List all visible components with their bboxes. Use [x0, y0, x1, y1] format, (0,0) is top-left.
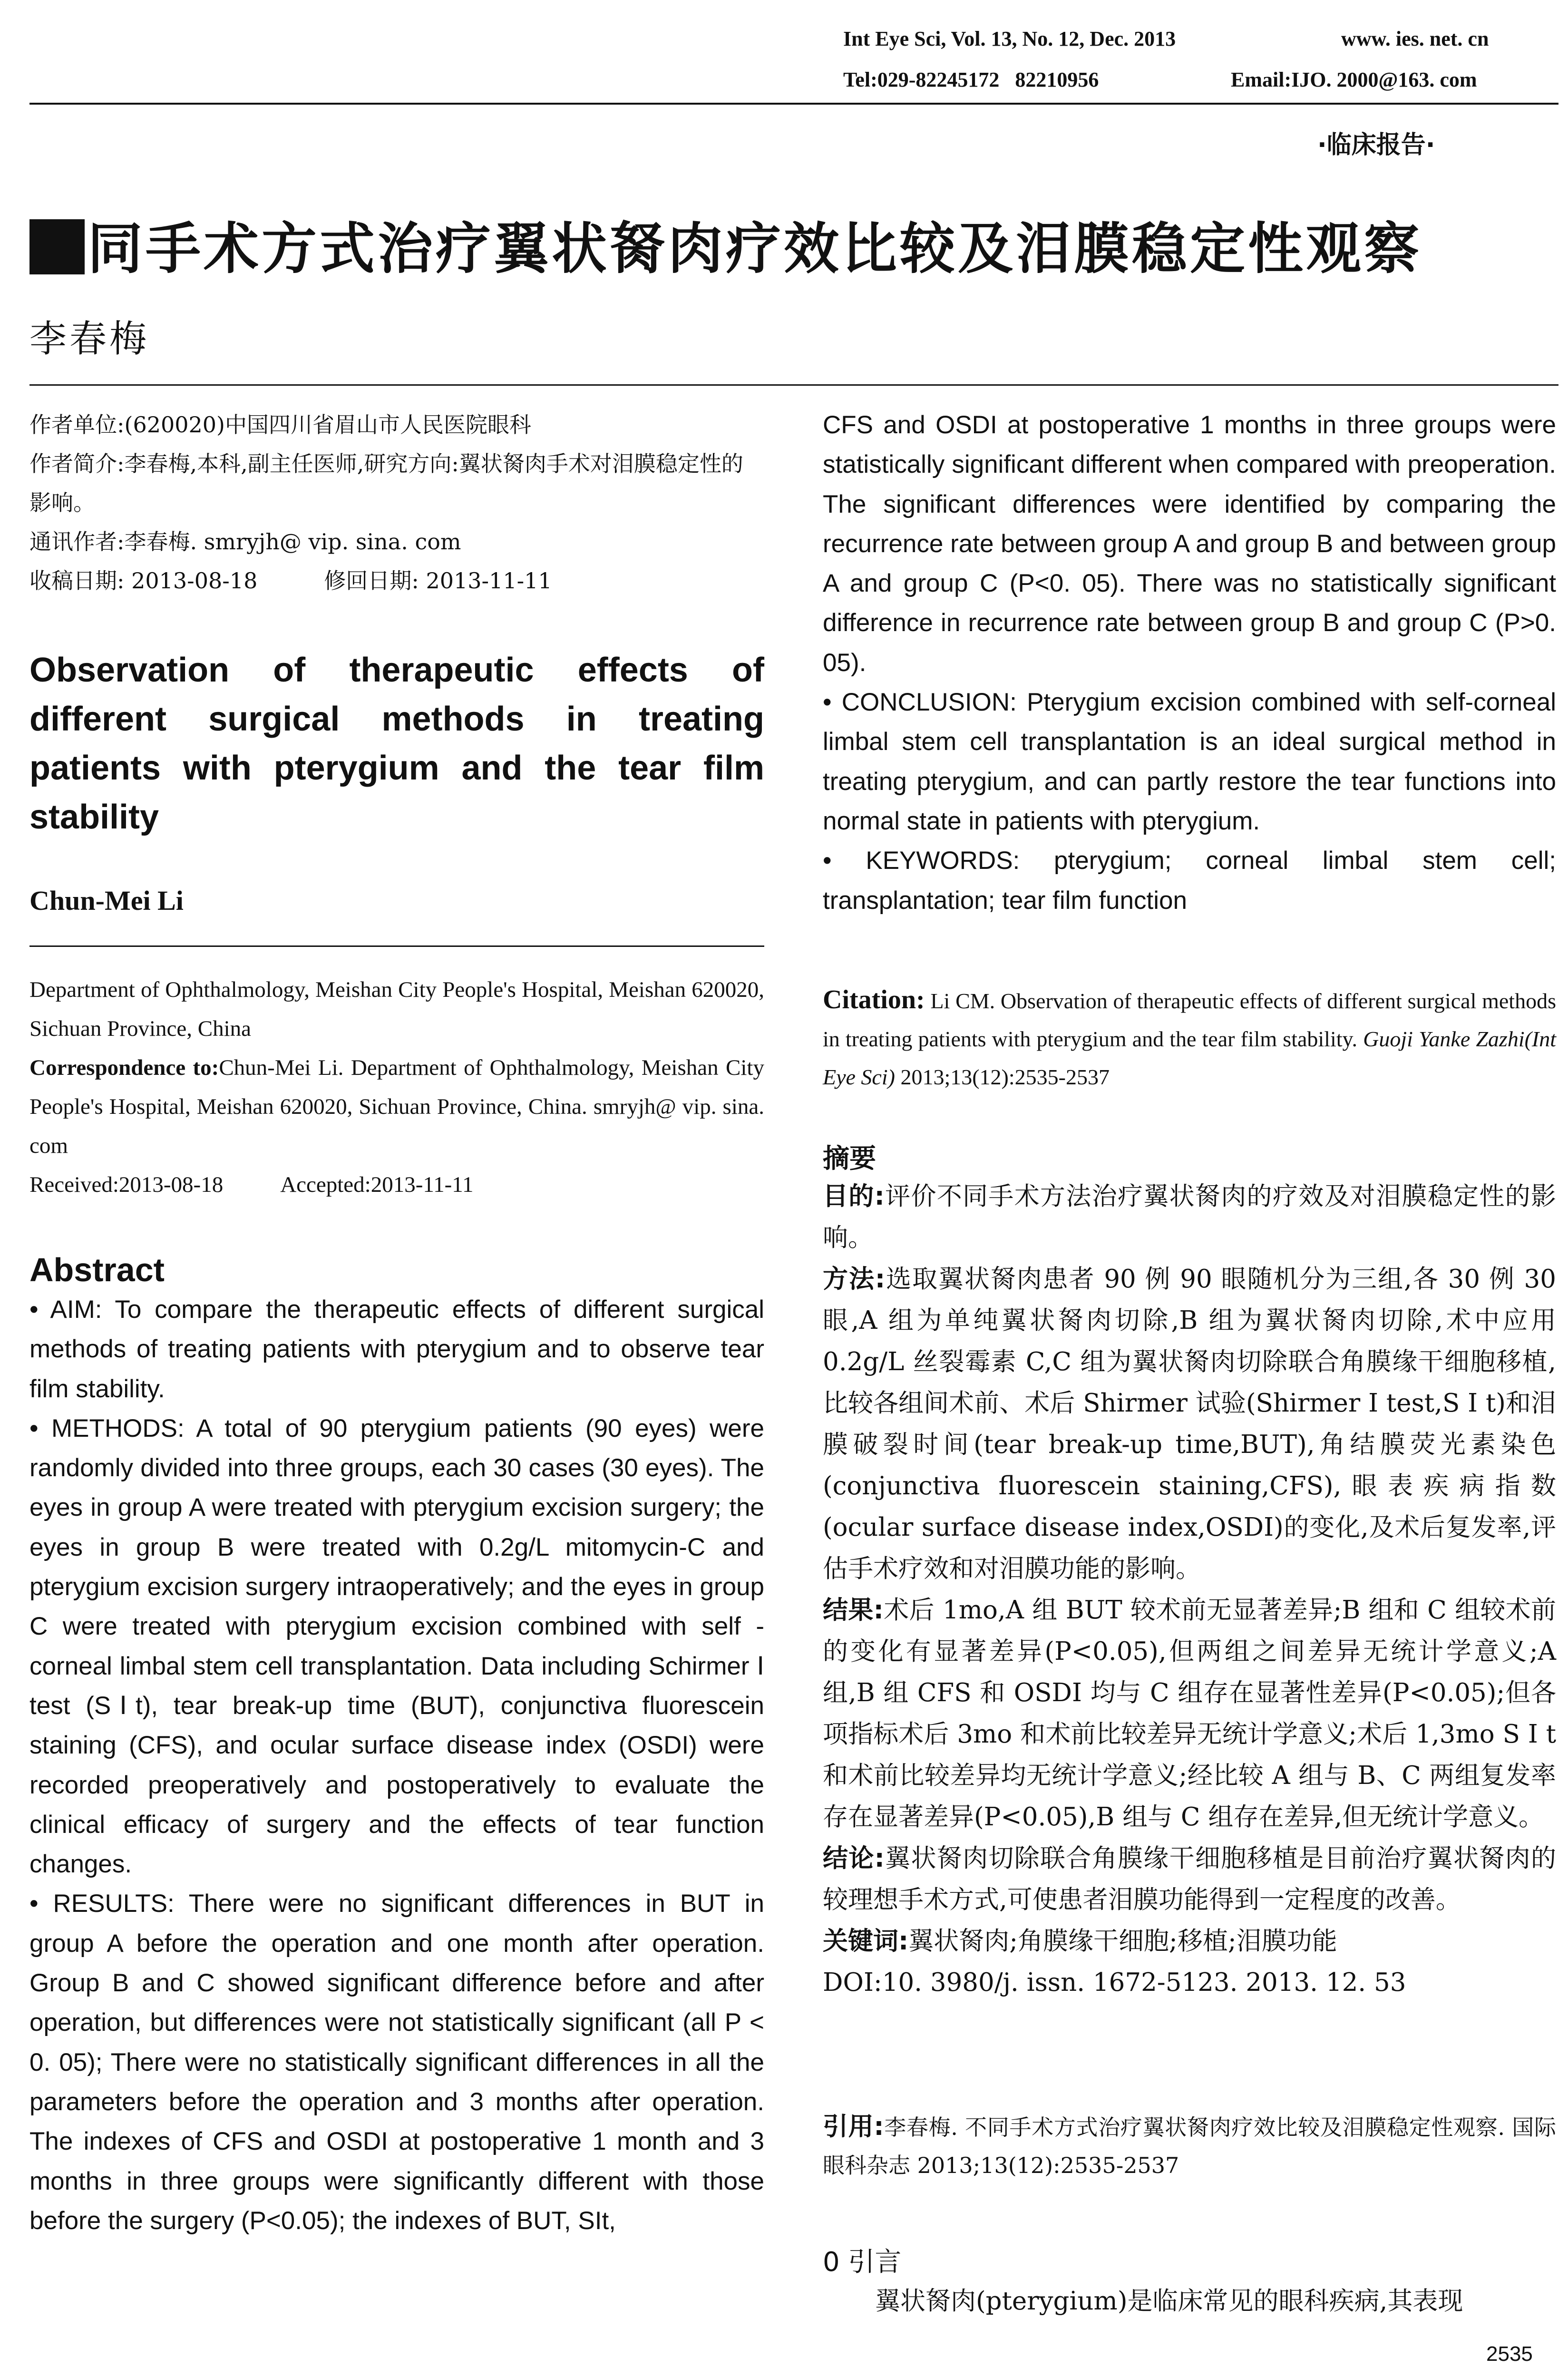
title-zh-wrap [29, 205, 1422, 284]
author-en-rule [29, 945, 764, 947]
revised-date-zh: 修回日期: 2013-11-11 [324, 568, 552, 594]
author-en: Chun-Mei Li [29, 885, 184, 916]
abstract-heading: Abstract [29, 1251, 165, 1288]
received-date-zh: 收稿日期: 2013-08-18 [29, 568, 258, 594]
header-rule [29, 103, 1558, 105]
conclusion-label-zh: 结论: [823, 1844, 885, 1873]
correspondence-text: Chun-Mei Li. Department of Ophthalmology, Meishan City People's Hospital, Meishan 620020, Sichuan Province, China. smryjh@ vip. sina. com [29, 1055, 764, 1158]
abstract-en-left [29, 1290, 764, 2241]
abstract-keywords: • KEYWORDS: pterygium; corneal limbal stem cell; transplantation; tear film function [823, 847, 1556, 915]
citation-text: Li CM. Observation of therapeutic effects of different surgical methods in treating patients with pterygium and the tear film stability. [823, 989, 1556, 1051]
abstract-zh-keywords: 关键词:翼状胬肉;角膜缘干细胞;移植;泪膜功能 [823, 1927, 1337, 1956]
citation-en [823, 981, 1556, 1096]
abstract-methods: • METHODS: A total of 90 pterygium patients (90 eyes) were randomly divided into three groups, each 30 cases (30 eyes). The eyes in group A were treated with pterygium excision surgery; the eyes in group B were treated with 0.2g/L mitomycin-C and pterygium excision surgery intraoperatively; and the eyes in group C were treated with pterygium excision combined with self - corneal limbal stem cell transplantation. Data including Schirmer Ⅰ test (SⅠt), tear break-up time (BUT), conjunctiva fluorescein staining (CFS), and ocular surface disease index (OSDI) were recorded preoperatively and postoperatively to evaluate the clinical efficacy of surgery and the effects of tear function changes. [29, 1414, 764, 1879]
dates-en [29, 1165, 764, 1204]
dates-zh [29, 561, 764, 600]
abstract-zh [823, 1176, 1556, 2003]
abstract-zh-results: 结果:术后 1mo,A 组 BUT 较术前无显著差异;B 组和 C 组较术前的变化有显著差异(P<0.05),但两组之间差异无统计学意义;A 组,B 组 CFS 和 OSDI 均与 C 组存在显著性差异(P<0.05);但各项指标术后 3mo 和术前比较差异无统计学意义;术后 1,3mo S I t 和术前比较差异均无统计学意义;经比较 A 组与 B、C 两组复发率存在显著差异(P<0.05),B 组与 C 组存在差异,但无统计学意义。 [823, 1596, 1556, 1831]
correspondence-en [29, 1048, 764, 1165]
author-rule [29, 384, 1558, 386]
journal-phone: Tel:029-82245172 82210956 [843, 68, 1099, 91]
affiliation-dept: Department of Ophthalmology, Meishan City People's Hospital, Meishan 620020, Sichuan Province, China [29, 977, 764, 1041]
methods-label-zh: 方法: [823, 1265, 886, 1294]
abstract-zh-conclusion: 结论:翼状胬肉切除联合角膜缘干细胞移植是目前治疗翼状胬肉的较理想手术方式,可使患者泪膜功能得到一定程度的改善。 [823, 1844, 1556, 1914]
results-label-zh: 结果: [823, 1596, 884, 1625]
title-zh: 不同手术方式治疗翼状胬肉疗效比较及泪膜稳定性观察 [29, 217, 1422, 281]
citation-label: Citation: [823, 985, 925, 1014]
citation-zh-text: 李春梅. 不同手术方式治疗翼状胬肉疗效比较及泪膜稳定性观察. 国际眼科杂志 2013;13(12):2535-2537 [823, 2114, 1556, 2178]
author-unit: 作者单位:(620020)中国四川省眉山市人民医院眼科 [29, 412, 531, 438]
abstract-en-right [823, 405, 1556, 920]
intro-heading: 0 引言 [823, 2247, 902, 2278]
journal-citation-line: Int Eye Sci, Vol. 13, No. 12, Dec. 2013 [843, 27, 1176, 50]
keywords-label-zh: 关键词: [823, 1927, 909, 1956]
citation-journal: Guoji Yanke Zazhi(Int Eye Sci) [823, 1027, 1557, 1089]
abstract-results: • RESULTS: There were no significant differences in BUT in group A before the operation and one month after operation. Group B and C showed significant difference before and after operation, but differences were not statistically significant (all P < 0. 05); There were no statistically significant differences in all the parameters before the operation and 3 months after operation. The indexes of CFS and OSDI at postoperative 1 month and 3 months in three groups were significantly different with those before the surgery (P<0.05); the indexes of BUT, SIt, [29, 1890, 764, 2235]
corresponding-author: 通讯作者:李春梅. smryjh@ vip. sina. com [29, 529, 461, 555]
author-zh: 李春梅 [29, 318, 150, 360]
aim-label-zh: 目的: [823, 1182, 885, 1211]
citation-zh [823, 2108, 1556, 2184]
correspondence-label: Correspondence to: [29, 1055, 219, 1080]
journal-email: Email:IJO. 2000@163. com [1231, 68, 1477, 91]
abstract-zh-methods: 方法:选取翼状胬肉患者 90 例 90 眼随机分为三组,各 30 例 30 眼,A 组为单纯翼状胬肉切除,B 组为翼状胬肉切除,术中应用 0.2g/L 丝裂霉素 C,C 组为翼状胬肉切除联合角膜缘干细胞移植,比较各组间术前、术后 Shirmer 试验(Shirmer I test,S I t)和泪膜破裂时间(tear break-up time,BUT),角结膜荧光素染色(conjunctiva fluorescein staining,CFS),眼表疾病指数(ocular surface disease index,OSDI)的变化,及术后复发率,评估手术疗效和对泪膜功能的影响。 [823, 1265, 1556, 1583]
intro-text: 翼状胬肉(pterygium)是临床常见的眼科疾病,其表现 [875, 2287, 1463, 2316]
journal-website: www. ies. net. cn [1341, 27, 1489, 50]
abstract-zh-aim: 目的:评价不同手术方法治疗翼状胬肉的疗效及对泪膜稳定性的影响。 [823, 1182, 1556, 1252]
accepted-en: Accepted:2013-11-11 [280, 1172, 474, 1197]
author-info-zh [29, 405, 764, 600]
title-en: Observation of therapeutic effects of different surgical methods in treating patients with pterygium and the tear film stability [29, 651, 764, 836]
page-number: 2535 [1486, 2342, 1533, 2366]
affiliation-en [29, 970, 764, 1204]
doi: DOI:10. 3980/j. issn. 1672-5123. 2013. 12. 53 [823, 1968, 1406, 1997]
abstract-conclusion: • CONCLUSION: Pterygium excision combined with self-corneal limbal stem cell transplantation is an ideal surgical method in treating pterygium, and can partly restore the tear functions into normal state in patients with pterygium. [823, 688, 1556, 835]
author-bio: 作者简介:李春梅,本科,副主任医师,研究方向:翼状胬肉手术对泪膜稳定性的影响。 [29, 451, 743, 516]
received-en: Received:2013-08-18 [29, 1172, 224, 1197]
citation-ref: 2013;13(12):2535-2537 [900, 1065, 1110, 1089]
abstract-zh-heading: 摘要 [823, 1143, 876, 1174]
abstract-results-cont: CFS and OSDI at postoperative 1 months in three groups were statistically significant different when compared with preoperation. The significant differences were identified by comparing the recurrence rate between group A and group B and between group A and group C (P<0. 05). There was no statistically significant difference in recurrence rate between group B and group C (P>0. 05). [823, 411, 1556, 677]
section-tag: ·临床报告· [1317, 131, 1435, 159]
abstract-aim: • AIM: To compare the therapeutic effects of different surgical methods of treating patients with pterygium and to observe tear film stability. [29, 1296, 764, 1403]
citation-zh-label: 引用: [823, 2112, 884, 2141]
